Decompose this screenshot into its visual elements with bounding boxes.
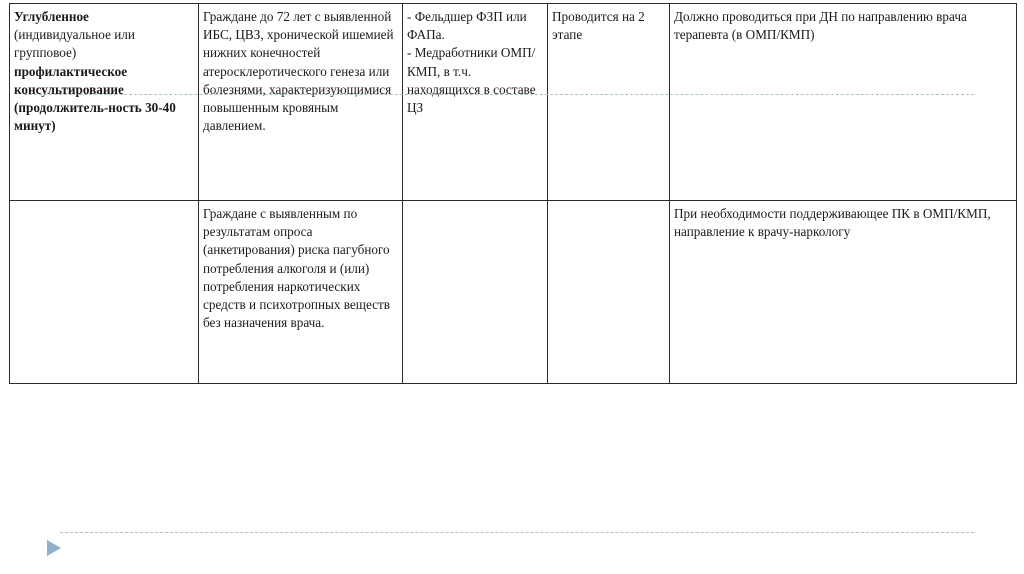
notes-text: При необходимости поддерживающее ПК в ОМП/КМП, направление к врачу-наркологу <box>674 206 991 240</box>
consultation-type-detail: профилактическое консультирование (продолжитель-ность 30-40 минут) <box>14 63 176 134</box>
target-group-text: Граждане до 72 лет с выявленной ИБС, ЦВЗ, хронической ишемией нижних конечностей атеросклеротического генеза или болезнями, характеризующимися повышенным кровяным давлением. <box>203 9 394 134</box>
stage-text: Проводится на 2 этапе <box>552 9 645 43</box>
cell-notes <box>670 4 1017 201</box>
triangle-right-icon[interactable] <box>47 540 61 556</box>
guide-divider-top <box>24 94 974 95</box>
consultation-type-format: (индивидуальное или групповое) <box>14 27 135 61</box>
cell-stage <box>548 4 670 201</box>
cell-stage <box>548 201 670 384</box>
cell-performers <box>403 4 548 201</box>
cell-consultation-type <box>10 201 199 384</box>
performers-text: - Фельдшер ФЗП или ФАПа. - Медработники ОМП/КМП, в т.ч. находящихся в составе ЦЗ <box>407 9 536 116</box>
cell-consultation-type <box>10 4 199 201</box>
cell-notes <box>670 201 1017 384</box>
cell-target-group <box>199 201 403 384</box>
cell-performers <box>403 201 548 384</box>
target-group-text: Граждане с выявленным по результатам опроса (анкетирования) риска пагубного потребления алкоголя и (или) потребления наркотических средств и психотропных веществ без назначения врача. <box>203 206 390 331</box>
guide-divider-bottom <box>60 532 974 533</box>
content-table <box>9 3 1017 384</box>
table-row <box>10 4 1017 201</box>
table-row <box>10 201 1017 384</box>
notes-text: Должно проводиться при ДН по направлению врача терапевта (в ОМП/КМП) <box>674 9 967 43</box>
consultation-type-title: Углубленное <box>14 9 89 24</box>
cell-target-group <box>199 4 403 201</box>
